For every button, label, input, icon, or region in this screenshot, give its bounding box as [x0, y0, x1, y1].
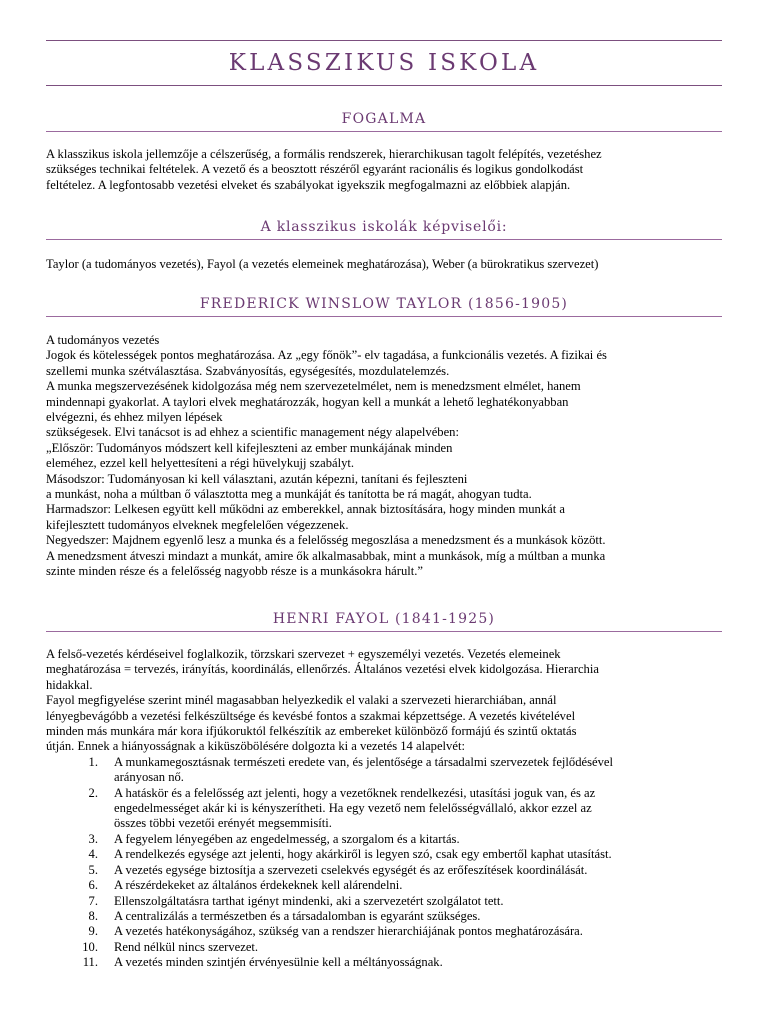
list-item-number: 6.: [88, 878, 98, 893]
list-item-line: A munkamegosztásnak természeti eredete van, és jelentősége a társadalmi szervezetek fejlődésével: [114, 754, 613, 769]
paragraph-line: szükséges technikai feltételek. A vezető és a beosztott részéről egyaránt racionális és logikus gondolkodást: [46, 162, 584, 177]
paragraph-line: feltételez. A legfontosabb vezetési elveket és szabályokat igyekszik megfogalmazni az előbbiek alapján.: [46, 177, 571, 192]
paragraph-line: szinte minden része és a felelősség nagyobb része is a munkásokra hárult.”: [46, 564, 423, 579]
list-item: [46, 878, 722, 893]
list-item-text: A vezetés egysége biztosítja a szervezeti cselekvés egységét és az erőfeszítések koordinálását.: [114, 862, 588, 877]
list-item-text: A vezetés minden szintjén érvényesülnie kell a méltányosságnak.: [114, 955, 443, 970]
list-item-text: [114, 786, 722, 832]
paragraph-line: szükségesek. Elvi tanácsot is ad ehhez a scientific management négy alapelvében:: [46, 425, 459, 440]
list-item-text: A rendelkezés egysége azt jelenti, hogy akárkiről is legyen szó, csak egy embertől kaphat utasítást.: [114, 847, 612, 862]
heading-rule: [46, 316, 722, 317]
list-item: [46, 832, 722, 847]
list-item: [46, 940, 722, 955]
paragraph-line: Taylor (a tudományos vezetés), Fayol (a vezetés elemeinek meghatározása), Weber (a bürokratikus szervezet): [46, 257, 599, 271]
section-heading-kepviselok: A klasszikus iskolák képviselői:: [260, 219, 508, 235]
list-item-number: 2.: [88, 785, 98, 800]
list-item-number: 5.: [88, 862, 98, 877]
paragraph-line: eleméhez, ezzel kell helyettesíteni a régi hüvelykujj szabályt.: [46, 456, 355, 471]
paragraph-line: minden más munkára már kora ifjúkoruktól felkészítik az embereket különböző formájú és szintű oktatás: [46, 724, 577, 739]
list-item: [46, 924, 722, 939]
list-item: [46, 909, 722, 924]
paragraph-line: hidakkal.: [46, 677, 93, 692]
list-item-number: 9.: [88, 924, 98, 939]
title-rule-bottom: [46, 85, 722, 86]
list-item-text: A vezetés hatékonyságához, szükség van a rendszer hierarchiájának pontos meghatározására.: [114, 924, 583, 939]
heading-rule: [46, 131, 722, 132]
list-item-text: Ellenszolgáltatásra tarthat igényt mindenki, aki a szervezetért szolgálatot tett.: [114, 893, 504, 908]
list-item-text: A részérdekeket az általános érdekeknek kell alárendelni.: [114, 878, 403, 893]
list-item-number: 8.: [88, 908, 98, 923]
paragraph-line: Negyedszer: Majdnem egyenlő lesz a munka és a felelősség megoszlása a menedzsment és a munkások között.: [46, 533, 606, 548]
list-item-line: összes többi vezetői erényét megsemmisíti.: [114, 816, 332, 831]
heading-rule: [46, 631, 722, 632]
paragraph-line: útján. Ennek a hiányosságnak a kiküszöbölésére dolgozta ki a vezetés 14 alapelvét:: [46, 739, 465, 754]
paragraph-line: „Először: Tudományos módszert kell kifejleszteni az ember munkájának minden: [46, 440, 453, 455]
paragraph-line: A felső-vezetés kérdéseivel foglalkozik, törzskari szervezet + egyszemélyi vezetés. Vezetés elemeinek: [46, 647, 561, 661]
paragraph-line: A tudományos vezetés: [46, 333, 160, 347]
list-item: [46, 755, 722, 786]
list-item: [46, 847, 722, 862]
list-item-number: 1.: [88, 754, 98, 769]
section-taylor: [46, 295, 722, 317]
list-item-line: A hatáskör és a felelősség azt jelenti, hogy a vezetőknek rendelkezési, utasítási joguk van, és az: [114, 785, 596, 800]
list-item-number: 3.: [88, 831, 98, 846]
section-kepviselok: [46, 218, 722, 240]
paragraph-line: A menedzsment átveszi mindazt a munkát, amire ők alkalmasabbak, mint a munkások, míg a múltban a munka: [46, 548, 606, 563]
fogalma-body: [46, 147, 722, 193]
list-item-text: [114, 755, 722, 786]
list-item: [46, 955, 722, 970]
paragraph-line: mindennapi gyakorlat. A taylori elvek meghatározzák, hogyan kell a munkát a lehető leghatékonyabban: [46, 394, 569, 409]
list-item: [46, 894, 722, 909]
paragraph-line: Jogok és kötelességek pontos meghatározása. Az „egy főnök”- elv tagadása, a funkcionális vezetés. A fizikai és: [46, 348, 607, 363]
paragraph-line: Másodszor: Tudományosan ki kell választani, azután képezni, tanítani és fejleszteni: [46, 471, 468, 486]
list-item-number: 7.: [88, 893, 98, 908]
title-rule-top: [46, 40, 722, 41]
paragraph-line: elvégezni, és ehhez milyen lépések: [46, 410, 223, 425]
principles-list: [46, 755, 722, 971]
list-item: [46, 863, 722, 878]
paragraph-line: Fayol megfigyelése szerint minél magasabban helyezkedik el valaki a szervezeti hierarchiában, annál: [46, 693, 557, 708]
list-item-line: arányosan nő.: [114, 770, 184, 785]
paragraph-line: A munka megszervezésének kidolgozása még nem szervezetelmélet, nem is menedzsment elmélet, hanem: [46, 379, 581, 394]
list-item: [46, 786, 722, 832]
list-item-number: 10.: [82, 939, 98, 954]
fayol-body: [46, 647, 722, 971]
paragraph-line: kifejlesztett tudományos elveknek megfelelően végezzenek.: [46, 517, 349, 532]
document-title: KLASSZIKUS ISKOLA: [228, 50, 540, 76]
paragraph-line: lényegbevágóbb a vezetési felkészültsége és kevésbé fontos a szakmai képzettsége. A vezetés kivételével: [46, 708, 576, 723]
list-item-number: 11.: [82, 955, 98, 970]
paragraph-line: Harmadszor: Lelkesen együtt kell működni az emberekkel, annak biztosítására, hogy minden munkát a: [46, 502, 565, 517]
section-heading-fayol: HENRI FAYOL (1841-1925): [272, 611, 496, 627]
section-fayol: [46, 610, 722, 632]
title-block: [46, 40, 722, 86]
paragraph-line: a munkást, noha a múltban ő választotta meg a munkáját és tanította be rá magát, ahogyan tudta.: [46, 487, 532, 502]
paragraph-line: szellemi munka szétválasztása. Szabványosítás, egységesítés, mozdulatelemzés.: [46, 363, 450, 378]
list-item-text: A fegyelem lényegében az engedelmesség, a szorgalom és a kitartás.: [114, 831, 460, 846]
list-item-text: Rend nélkül nincs szervezet.: [114, 939, 259, 954]
section-fogalma: [46, 110, 722, 132]
section-heading-taylor: FREDERICK WINSLOW TAYLOR (1856-1905): [199, 296, 569, 312]
heading-rule: [46, 239, 722, 240]
list-item-line: engedelmességet akár ki is kényszerítheti. Ha egy vezető nem felelősségvállaló, akkor ezzel az: [114, 801, 592, 816]
list-item-number: 4.: [88, 847, 98, 862]
kepviselok-body: [46, 257, 722, 272]
taylor-body: [46, 333, 722, 580]
paragraph-line: A klasszikus iskola jellemzője a célszerűség, a formális rendszerek, hierarchikusan tagolt felépítés, vezetéshez: [46, 147, 602, 161]
paragraph-line: meghatározása = tervezés, irányítás, koordinálás, ellenőrzés. Általános vezetési elvek kidolgozása. Hierarchia: [46, 662, 599, 677]
section-heading-fogalma: FOGALMA: [341, 111, 427, 127]
list-item-text: A centralizálás a természetben és a társadalomban is egyaránt szükséges.: [114, 908, 481, 923]
